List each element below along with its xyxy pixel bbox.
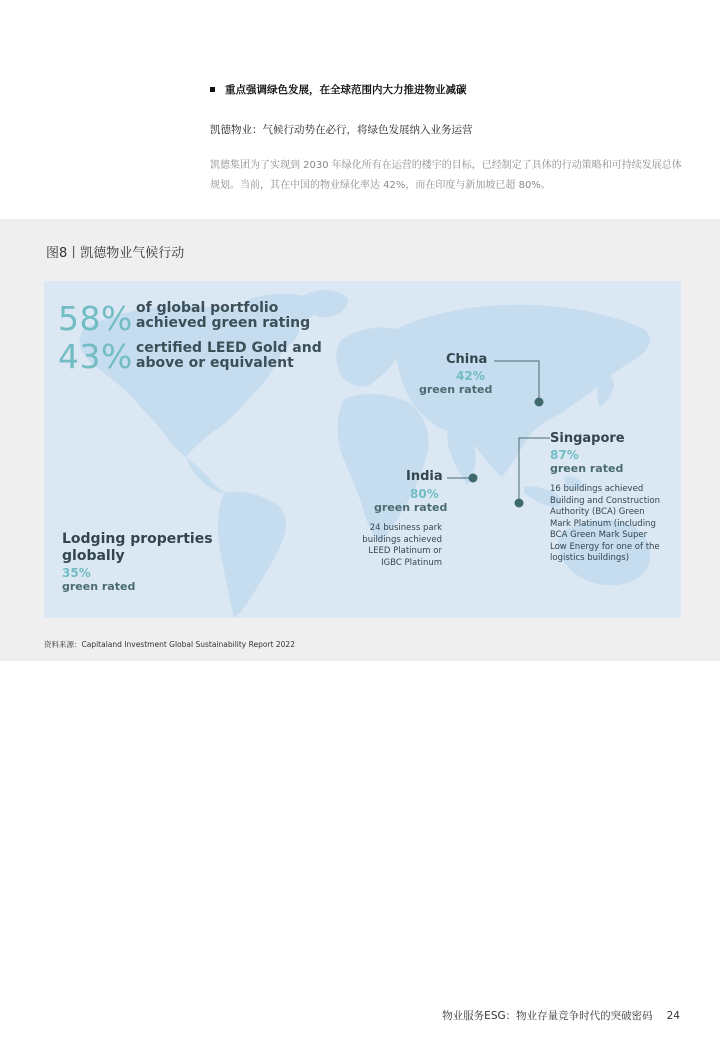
lodging-title [62,531,213,565]
india-marker [469,474,478,483]
stat2-pct: 43% [58,337,133,376]
singapore-note-line: BCA Green Mark Super [550,530,648,540]
figure-title: 图8丨凯德物业气候行动 [46,246,185,261]
singapore-note-line: Low Energy for one of the [550,541,660,552]
china-pct: 42% [456,369,485,383]
lodging-line1: Lodging properties [62,531,213,547]
india-label: green rated [374,501,448,514]
stat2-line2: above or equivalent [136,355,294,371]
singapore-note-line: Authority (BCA) Green [550,507,645,517]
singapore-note-line: logistics buildings) [550,553,630,563]
singapore-note [550,484,660,565]
singapore-note-line: Building and Construction [550,495,660,506]
lodging-line2: globally [62,548,125,564]
footer-title: 物业服务ESG：物业存量竞争时代的突破密码 [442,1010,653,1022]
singapore-note-line: 16 buildings achieved [550,484,644,494]
lodging-label: green rated [62,580,136,593]
china-marker [535,398,544,407]
stat1-pct: 58% [58,299,133,338]
stat1-line1: of global portfolio [136,300,279,316]
singapore-name: Singapore [550,431,625,446]
page-number: 24 [666,1010,680,1022]
bullet-heading-text: 重点强调绿色发展，在全球范围内大力推进物业减碳 [225,84,467,96]
lodging-pct: 35% [62,566,91,580]
india-note-line: buildings achieved [362,534,442,545]
india-name: India [406,469,443,484]
source-note: 资料来源：Capitaland Investment Global Sustainability Report 2022 [44,640,295,649]
singapore-note-line: Mark Platinum (including [550,518,656,529]
india-note-line: 24 business park [369,523,442,533]
stat1-line2: achieved green rating [136,315,311,331]
world-map-panel [44,281,681,618]
singapore-marker [515,499,524,508]
square-bullet-icon [210,87,215,92]
stat2-line1: certified LEED Gold and [136,340,322,356]
body-paragraph: 凯德集团为了实现到 2030 年绿化所有在运营的楼宇的目标，已经制定了具体的行动策略和可持续发展总体规划。当前，其在中国的物业绿化率达 42%，而在印度与新加坡已超 80%。 [210,160,682,191]
china-name: China [446,352,488,367]
india-note [354,523,442,569]
stat1-label [136,301,310,331]
india-note-line: LEED Platinum or [368,546,442,556]
page-footer [442,1008,680,1023]
india-note-line: IGBC Platinum [381,557,442,568]
stat2-label [136,341,322,371]
singapore-label: green rated [550,462,624,475]
sub-heading: 凯德物业：气候行动势在必行，将绿色发展纳入业务运营 [210,124,473,136]
bullet-heading [210,82,467,97]
singapore-pct: 87% [550,448,579,462]
india-pct: 80% [410,487,439,501]
china-label: green rated [419,383,493,396]
